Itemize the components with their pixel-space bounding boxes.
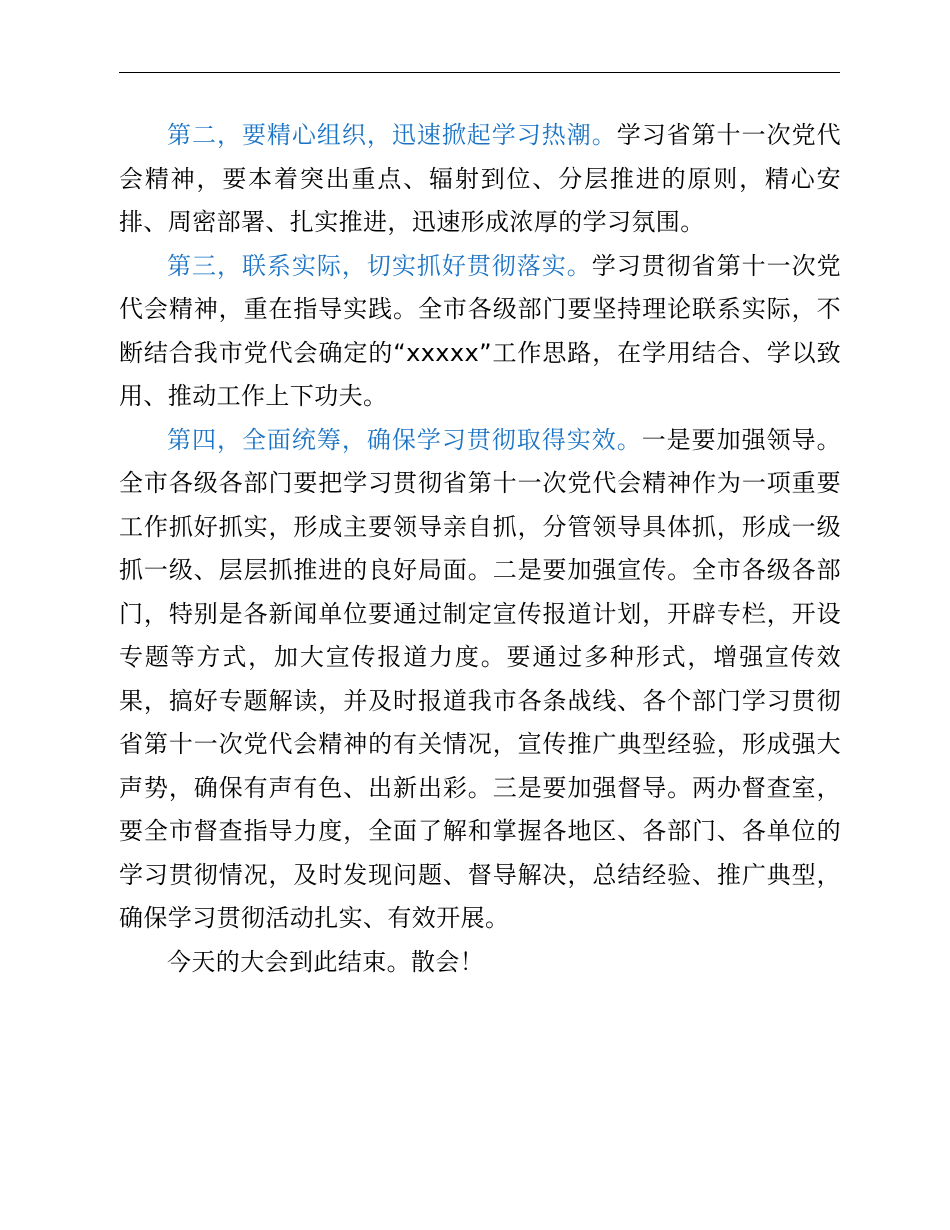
paragraph-second xyxy=(119,114,841,245)
paragraph-third xyxy=(119,245,841,419)
paragraph-heading: 第四，全面统筹，确保学习贯彻取得实效。 xyxy=(167,425,642,454)
paragraph-text: 学习省第十一次党代会精神，要本着突出重点、辐射到位、分层推进的原则，精心安排、周密部署、扎实推进，迅速形成浓厚的学习氛围。 xyxy=(119,121,841,236)
paragraph-fourth xyxy=(119,419,841,941)
paragraph-heading: 第三，联系实际，切实抓好贯彻落实。 xyxy=(167,251,592,280)
paragraph-heading: 第二，要精心组织，迅速掀起学习热潮。 xyxy=(167,121,617,149)
closing-line: 今天的大会到此结束。散会！ xyxy=(167,947,485,976)
header-rule xyxy=(119,72,840,73)
paragraph-text: 一是要加强领导。全市各级各部门要把学习贯彻省第十一次党代会精神作为一项重要工作抓好抓实，形成主要领导亲自抓，分管领导具体抓，形成一级抓一级、层层抓推进的良好局面。二是要加强宣传。全市各级各部门，特别是各新闻单位要通过制定宣传报道计划，开辟专栏，开设专题等方式，加大宣传报道力度。要通过多种形式，增强宣传效果，搞好专题解读，并及时报道我市各条战线、各个部门学习贯彻省第十一次党代会精神的有关情况，宣传推广典型经验，形成强大声势，确保有声有色、出新出彩。三是要加强督导。两办督查室，要全市督查指导力度，全面了解和掌握各地区、各部门、各单位的学习贯彻情况，及时发现问题、督导解决，总结经验、推广典型，确保学习贯彻活动扎实、有效开展。 xyxy=(119,425,841,932)
paragraph-text: 学习贯彻省第十一次党代会精神，重在指导实践。全市各级部门要坚持理论联系实际，不断结合我市党代会确定的“xxxxx”工作思路，在学用结合、学以致用、推动工作上下功夫。 xyxy=(119,251,841,410)
document-body xyxy=(119,114,841,984)
